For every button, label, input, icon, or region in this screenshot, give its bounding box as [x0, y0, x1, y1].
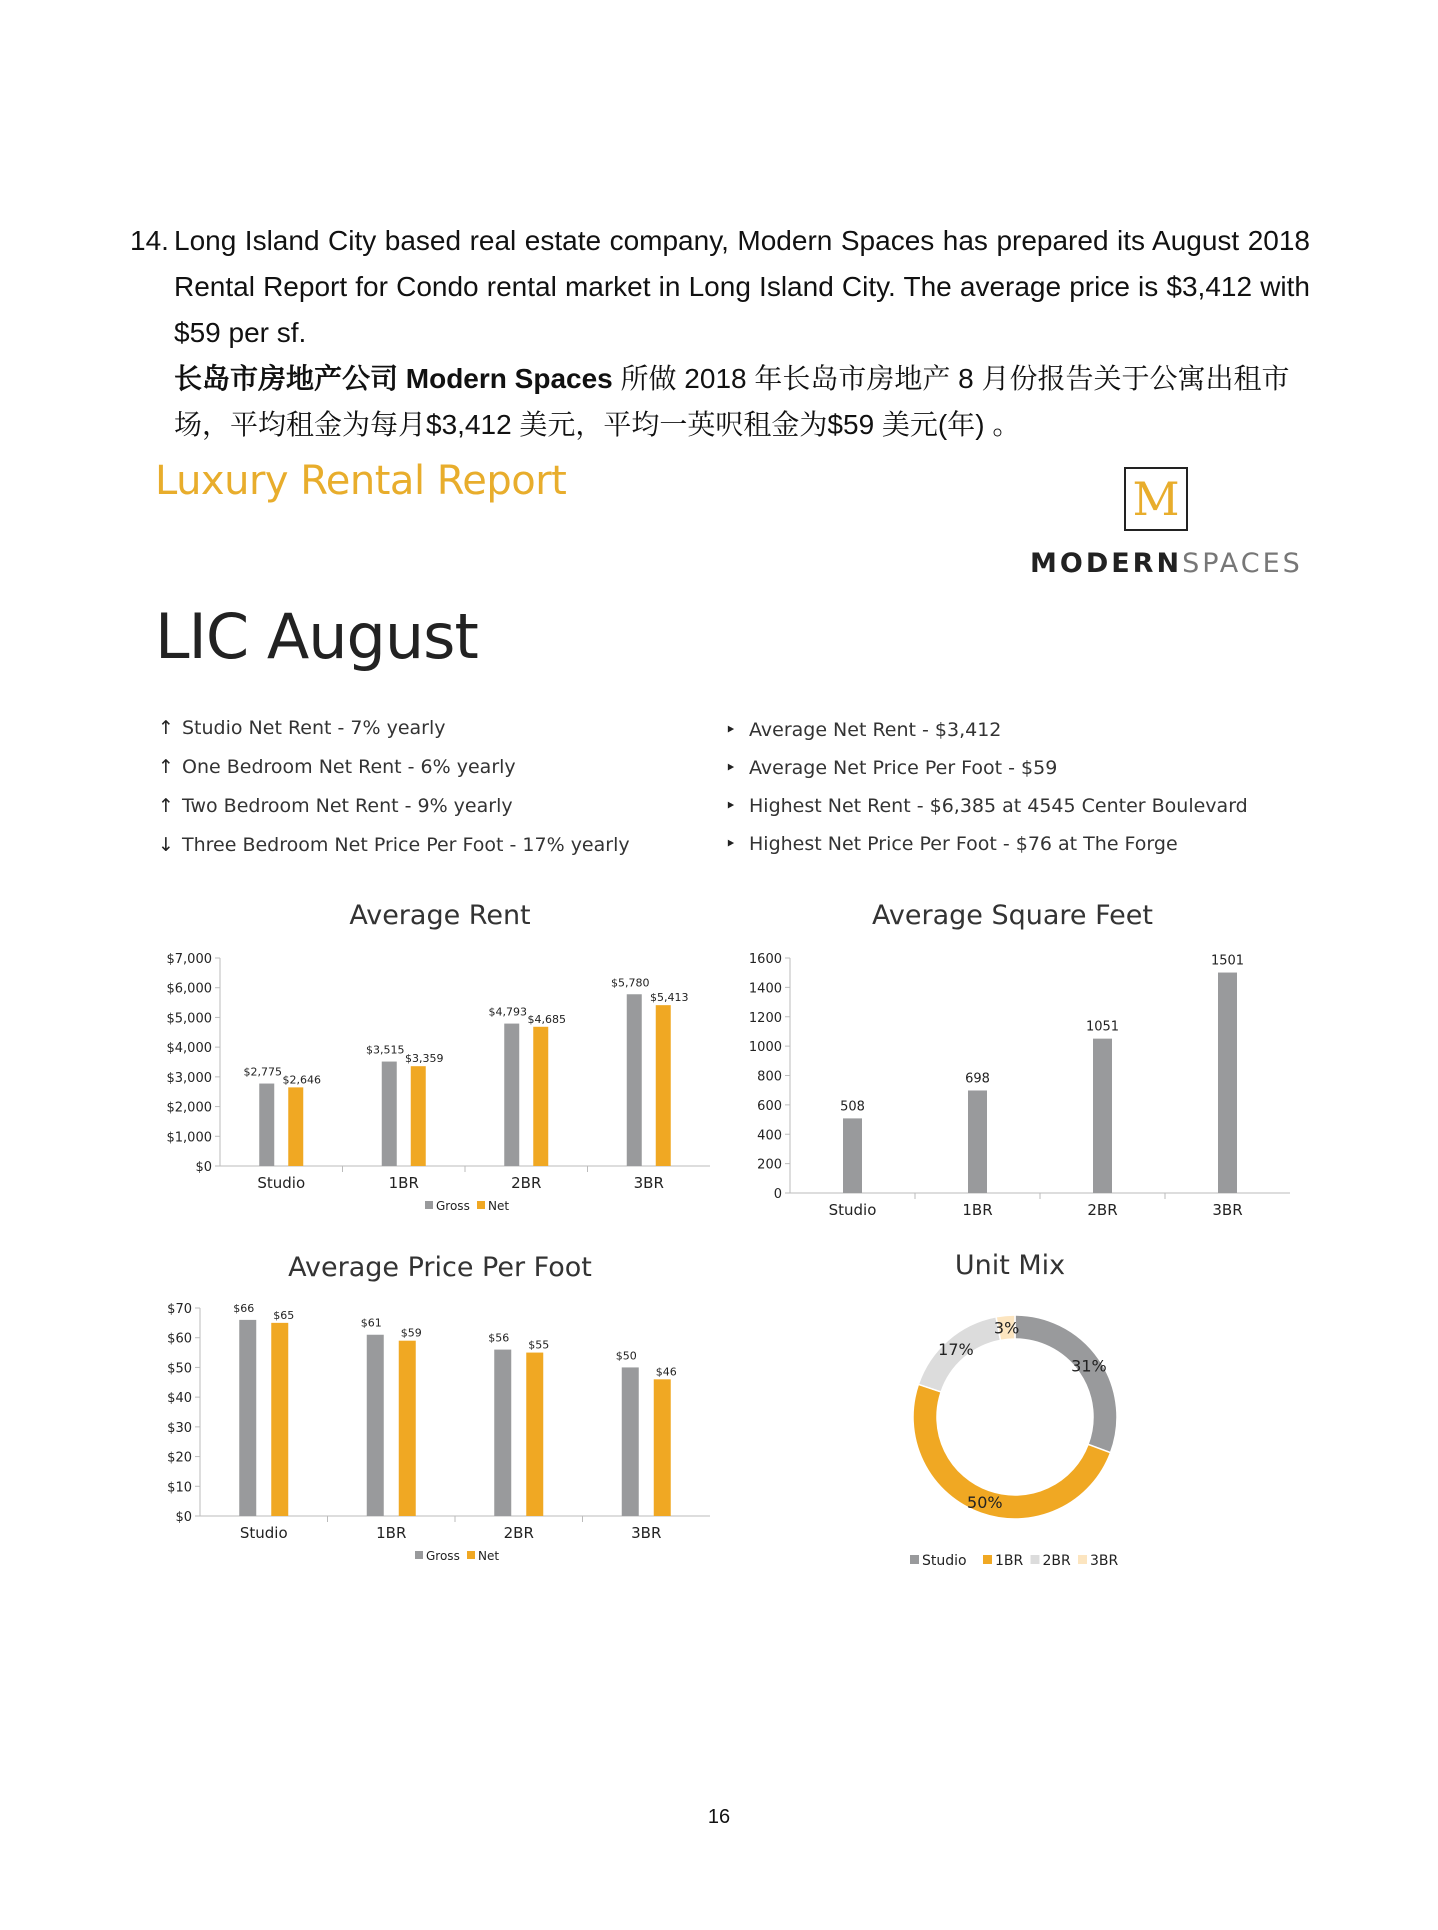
y-tick-label: $0: [195, 1160, 212, 1175]
stat-item: [158, 756, 516, 778]
bar-gross: [367, 1335, 384, 1516]
y-tick-label: $0: [175, 1510, 192, 1525]
logo-wordmark: [1030, 548, 1303, 579]
bullet-icon: ‣: [725, 795, 737, 817]
bar-value: [968, 1090, 987, 1193]
stat-item: [725, 757, 1057, 779]
intro-chinese: [174, 356, 1310, 448]
stat-text: Average Net Price Per Foot - $59: [749, 757, 1058, 779]
y-tick-label: $60: [167, 1331, 192, 1347]
x-tick-label: 3BR: [631, 1524, 662, 1542]
bar-net: [399, 1341, 416, 1516]
y-tick-label: $70: [167, 1302, 192, 1317]
chart-title-average-price-per-foot: Average Price Per Foot: [288, 1252, 592, 1283]
x-tick-label: 2BR: [503, 1524, 534, 1542]
data-label: $59: [400, 1326, 422, 1340]
legend-swatch-gross: [425, 1201, 433, 1209]
y-tick-label: 800: [757, 1069, 782, 1085]
x-tick-label: 3BR: [633, 1174, 664, 1192]
x-tick-label: 3BR: [1212, 1201, 1243, 1219]
arrow-up-icon: ↑: [158, 717, 174, 739]
bar-gross: [239, 1320, 256, 1516]
bar-gross: [382, 1062, 397, 1166]
bar-value: [1218, 973, 1237, 1193]
stat-item: [158, 795, 513, 817]
legend-swatch-1br: [983, 1555, 992, 1564]
legend-label: Studio: [922, 1553, 967, 1569]
y-tick-label: 600: [757, 1098, 782, 1114]
data-label: $3,515: [366, 1043, 405, 1057]
chart-title-average-rent: Average Rent: [349, 900, 531, 931]
donut-slice-1br: [913, 1384, 1111, 1519]
x-tick-label: Studio: [239, 1524, 288, 1542]
data-label: $5,413: [650, 991, 689, 1005]
average-price-per-foot-chart: [150, 1290, 730, 1570]
bar-net: [411, 1066, 426, 1166]
y-tick-label: 1400: [748, 981, 782, 997]
y-tick-label: $50: [167, 1361, 192, 1377]
legend-swatch-2br: [1031, 1555, 1040, 1564]
legend-label: 1BR: [995, 1553, 1024, 1569]
donut-slice-studio: [1015, 1315, 1117, 1453]
y-tick-label: $1,000: [166, 1130, 212, 1146]
average-rent-chart: [150, 940, 730, 1220]
y-tick-label: 1600: [748, 952, 782, 967]
y-tick-label: $40: [167, 1391, 192, 1407]
bar-net: [271, 1323, 288, 1516]
logo-letter: M: [1132, 472, 1180, 526]
bar-gross: [627, 994, 642, 1166]
stat-text: One Bedroom Net Rent - 6% yearly: [182, 756, 516, 778]
modern-spaces-logo-icon: [1124, 467, 1188, 531]
logo-word-bold: MODERN: [1030, 548, 1183, 579]
stat-item: [725, 833, 1178, 855]
intro-chinese-bold: 长岛市房地产公司 Modern Spaces: [174, 363, 613, 394]
stat-text: Average Net Rent - $3,412: [749, 719, 1002, 741]
legend-swatch-3br: [1078, 1555, 1087, 1564]
legend-label: Gross: [426, 1549, 460, 1563]
y-tick-label: 0: [773, 1187, 782, 1202]
data-label: 1501: [1210, 953, 1245, 969]
legend-label: 3BR: [1090, 1553, 1119, 1569]
average-square-feet-chart: [725, 940, 1295, 1220]
bar-value: [1093, 1039, 1112, 1193]
x-tick-label: 2BR: [511, 1174, 542, 1192]
bar-net: [526, 1353, 543, 1516]
stat-item: [158, 717, 446, 739]
bullet-icon: ‣: [725, 757, 737, 779]
data-label: $2,646: [282, 1073, 321, 1087]
data-label: $50: [615, 1349, 637, 1363]
month-title: LIC August: [155, 600, 478, 673]
bar-net: [288, 1087, 303, 1166]
bar-value: [843, 1118, 862, 1193]
data-label: $3,359: [405, 1052, 444, 1066]
legend-swatch-gross: [415, 1551, 423, 1559]
y-tick-label: 1000: [748, 1040, 782, 1056]
bar-net: [656, 1005, 671, 1166]
intro-chinese-text: 所做 2018 年长岛市房地产 8 月份报告关于公寓出租市场，平均租金为每月$3,412 美元，平均一英呎租金为$59 美元(年) 。: [174, 363, 1290, 440]
stat-text: Highest Net Rent - $6,385 at 4545 Center Boulevard: [749, 795, 1248, 817]
y-tick-label: $5,000: [166, 1011, 212, 1027]
y-tick-label: 200: [757, 1157, 782, 1173]
y-tick-label: 400: [757, 1128, 782, 1144]
stat-item: [158, 834, 630, 856]
chart-title-average-square-feet: Average Square Feet: [872, 900, 1153, 931]
bar-gross: [622, 1367, 639, 1516]
data-label: 508: [840, 1099, 865, 1115]
data-label: $61: [360, 1316, 382, 1330]
arrow-down-icon: ↓: [158, 834, 174, 856]
y-tick-label: $6,000: [166, 981, 212, 997]
unit-mix-chart: [880, 1300, 1170, 1580]
y-tick-label: $7,000: [166, 952, 212, 967]
bullet-icon: ‣: [725, 833, 737, 855]
y-tick-label: $2,000: [166, 1100, 212, 1116]
data-label: $65: [273, 1308, 295, 1322]
y-tick-label: $3,000: [166, 1070, 212, 1086]
x-tick-label: 1BR: [962, 1201, 993, 1219]
y-tick-label: $10: [167, 1480, 192, 1496]
data-label: $4,685: [527, 1012, 566, 1026]
y-tick-label: $4,000: [166, 1041, 212, 1057]
data-label: $2,775: [243, 1065, 282, 1079]
stat-item: [725, 719, 1001, 741]
x-tick-label: Studio: [257, 1174, 306, 1192]
stat-item: [725, 795, 1248, 817]
bar-gross: [259, 1084, 274, 1166]
chart-title-unit-mix: Unit Mix: [954, 1250, 1066, 1281]
legend-swatch-net: [477, 1201, 485, 1209]
data-label: $55: [528, 1338, 550, 1352]
stat-text: Three Bedroom Net Price Per Foot - 17% yearly: [182, 834, 630, 856]
x-tick-label: Studio: [828, 1201, 877, 1219]
intro-section: [130, 218, 1310, 448]
bar-net: [533, 1027, 548, 1166]
bullet-icon: ‣: [725, 719, 737, 741]
donut-label: 31%: [1071, 1356, 1107, 1376]
data-label: $66: [233, 1301, 255, 1315]
stat-text: Studio Net Rent - 7% yearly: [182, 717, 446, 739]
arrow-up-icon: ↑: [158, 756, 174, 778]
legend-label: Net: [488, 1199, 510, 1213]
legend-label: Net: [478, 1549, 500, 1563]
y-tick-label: 1200: [748, 1010, 782, 1026]
legend-label: Gross: [436, 1199, 470, 1213]
item-number: 14.: [130, 225, 169, 256]
y-tick-label: $20: [167, 1450, 192, 1466]
x-tick-label: 1BR: [376, 1524, 407, 1542]
y-tick-label: $30: [167, 1420, 192, 1436]
data-label: $5,780: [611, 976, 650, 990]
data-label: $56: [488, 1331, 510, 1345]
bar-gross: [504, 1024, 519, 1166]
donut-label: 50%: [967, 1492, 1003, 1512]
report-title: Luxury Rental Report: [155, 458, 567, 504]
stat-text: Highest Net Price Per Foot - $76 at The Forge: [749, 833, 1178, 855]
stat-text: Two Bedroom Net Rent - 9% yearly: [182, 795, 513, 817]
arrow-up-icon: ↑: [158, 795, 174, 817]
page-number: 16: [707, 1806, 731, 1828]
data-label: 698: [965, 1071, 990, 1087]
legend-swatch-net: [467, 1551, 475, 1559]
logo-word-light: SPACES: [1182, 548, 1303, 579]
x-tick-label: 2BR: [1087, 1201, 1118, 1219]
data-label: $4,793: [488, 1005, 527, 1019]
data-label: $46: [655, 1365, 677, 1379]
legend-label: 2BR: [1042, 1553, 1071, 1569]
bar-net: [654, 1379, 671, 1516]
bar-gross: [494, 1350, 511, 1516]
x-tick-label: 1BR: [388, 1174, 419, 1192]
donut-label: 17%: [938, 1340, 974, 1360]
donut-label: 3%: [993, 1318, 1020, 1338]
legend-swatch-studio: [910, 1555, 919, 1564]
data-label: 1051: [1085, 1019, 1120, 1035]
intro-paragraph: Long Island City based real estate company, Modern Spaces has prepared its August 2018 Rental Report for Condo rental market in Long Island City. The average price is $3,412 with $59 per sf.: [174, 225, 1310, 348]
